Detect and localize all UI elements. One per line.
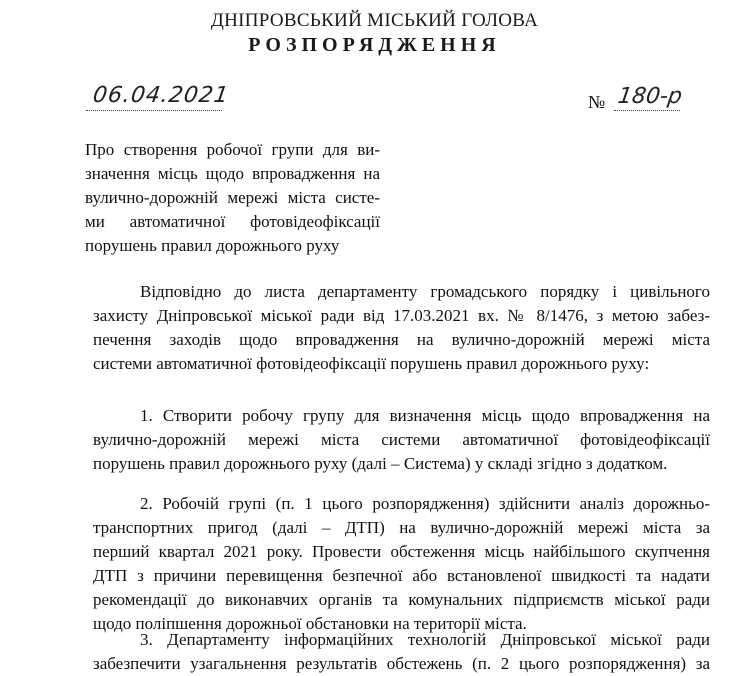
subject-line: вулично-дорожній мережі міста систе- [85, 188, 380, 207]
text-line: 2. Робочій групі (п. 1 цього розпорядження) здійснити аналіз дорожньо- [140, 494, 710, 513]
text-line: печення заходів щодо впровадження на вулично-дорожній мережі міста [93, 330, 710, 349]
text-line: Відповідно до листа департаменту громадського порядку і цивільного [140, 282, 710, 301]
subject-line: Про створення робочої групи для ви- [85, 140, 380, 159]
text-line: порушень правил дорожнього руху (далі – Система) у складі згідно з додатком. [93, 454, 668, 473]
text-line: вулично-дорожній мережі міста системи автоматичної фотовідеофіксації [93, 430, 710, 449]
text-line: транспортних пригод (далі – ДТП) на вулично-дорожній мережі міста за [93, 518, 710, 537]
number-label: № [588, 92, 606, 112]
subject-line: порушень правил дорожнього руху [85, 236, 340, 255]
text-line: перший квартал 2021 року. Провести обстеження місць найбільшого скупчення [93, 542, 710, 561]
issuing-authority: ДНІПРОВСЬКИЙ МІСЬКИЙ ГОЛОВА [210, 10, 539, 31]
text-line: 1. Створити робочу групу для визначення місць щодо впровадження на [140, 406, 710, 425]
clause-2-paragraph [93, 492, 710, 636]
clause-3-paragraph [93, 628, 710, 676]
text-line: забезпечити узагальнення результатів обстежень (п. 2 цього розпорядження) за [93, 654, 710, 673]
document-number: 180-р [616, 84, 684, 109]
clause-1-paragraph [93, 404, 710, 476]
subject-line: значення місць щодо впровадження на [85, 164, 380, 183]
text-line: системи автоматичної фотовідеофіксації порушень правил дорожнього руху: [93, 354, 650, 373]
document-type-title: РОЗПОРЯДЖЕННЯ [248, 34, 501, 56]
number-underline [614, 110, 680, 111]
text-line: щодо поліпшення дорожньої обстановки на території міста. [93, 614, 527, 633]
text-line: захисту Дніпровської міської ради від 17.03.2021 вх. № 8/1476, з метою забез- [93, 306, 710, 325]
document-date: 06.04.2021 [91, 83, 231, 108]
text-line: ДТП з причини перевищення безпечної або встановленої швидкості та надати [93, 566, 710, 585]
text-line: рекомендації до виконавчих органів та комунальних підприємств міської ради [93, 590, 710, 609]
document-subject [85, 138, 380, 258]
preamble-paragraph [93, 280, 710, 376]
date-underline [86, 110, 222, 111]
subject-line: ми автоматичної фотовідеофіксації [85, 212, 380, 231]
text-line: 3. Департаменту інформаційних технологій Дніпровської міської ради [140, 630, 710, 649]
